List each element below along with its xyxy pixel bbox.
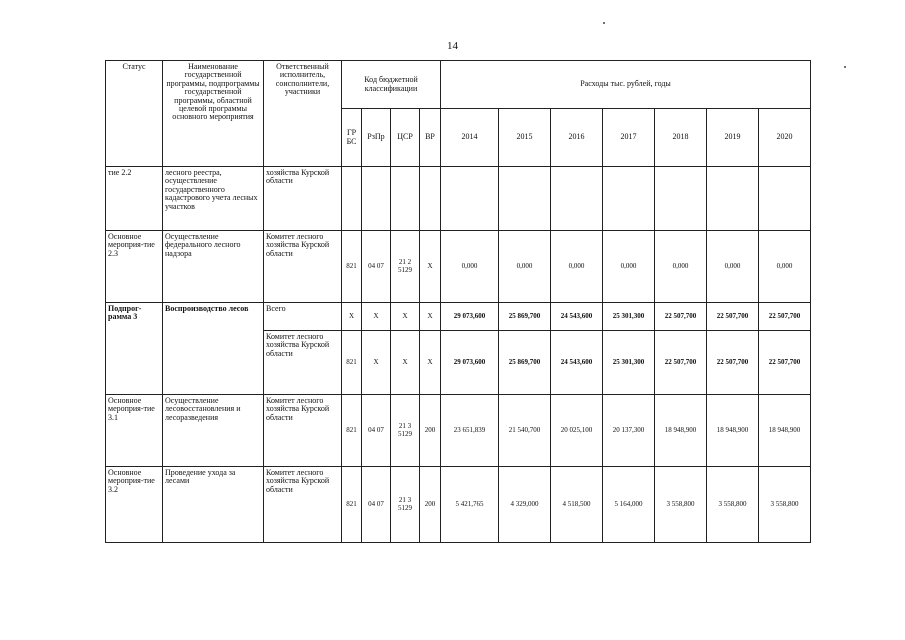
row-grbs: 821 <box>342 395 362 467</box>
row-value: 0,000 <box>759 231 811 303</box>
row-value <box>603 167 655 231</box>
row-value: 22 507,700 <box>759 303 811 331</box>
row-value: 20 137,300 <box>603 395 655 467</box>
row-value <box>551 167 603 231</box>
header-year: 2018 <box>655 109 707 167</box>
row-value: 25 301,300 <box>603 303 655 331</box>
header-vr: ВР <box>420 109 441 167</box>
row-grbs: 821 <box>342 467 362 543</box>
header-year: 2016 <box>551 109 603 167</box>
header-row <box>106 61 811 109</box>
row-status: Основное мероприя-тие 3.2 <box>106 467 163 543</box>
row-csr <box>391 167 420 231</box>
header-year: 2017 <box>603 109 655 167</box>
table-row <box>106 467 811 543</box>
header-grbs: ГР БС <box>342 109 362 167</box>
row-value: 22 507,700 <box>707 331 759 395</box>
row-value: 24 543,600 <box>551 331 603 395</box>
row-responsible: Комитет лесного хозяйства Курской области <box>264 231 342 303</box>
row-value: 4 329,000 <box>499 467 551 543</box>
row-value: 21 540,700 <box>499 395 551 467</box>
row-rzpr: Х <box>362 303 391 331</box>
row-name: Проведение ухода за лесами <box>163 467 264 543</box>
table-row <box>106 167 811 231</box>
row-csr: 21 3 5129 <box>391 395 420 467</box>
row-value: 4 518,500 <box>551 467 603 543</box>
row-value: 0,000 <box>603 231 655 303</box>
row-value: 25 869,700 <box>499 303 551 331</box>
row-rzpr: 04 07 <box>362 231 391 303</box>
row-responsible: хозяйства Курской области <box>264 167 342 231</box>
row-value: 3 558,800 <box>759 467 811 543</box>
scan-speck <box>603 22 605 24</box>
row-value: 0,000 <box>551 231 603 303</box>
header-year: 2014 <box>441 109 499 167</box>
row-value: 22 507,700 <box>655 331 707 395</box>
row-status: Основное мероприя-тие 3.1 <box>106 395 163 467</box>
row-value: 0,000 <box>655 231 707 303</box>
header-rzpr: РзПр <box>362 109 391 167</box>
row-rzpr: Х <box>362 331 391 395</box>
row-vr: Х <box>420 331 441 395</box>
row-rzpr <box>362 167 391 231</box>
row-value: 24 543,600 <box>551 303 603 331</box>
row-grbs: 821 <box>342 331 362 395</box>
row-status: Подпрог-рамма 3 <box>106 303 163 395</box>
row-value <box>707 167 759 231</box>
row-value: 25 869,700 <box>499 331 551 395</box>
row-csr: Х <box>391 331 420 395</box>
header-budget-code: Код бюджетной классификации <box>342 61 441 109</box>
header-responsible: Ответственный исполнитель, соисполнители, участники <box>264 61 342 167</box>
row-value <box>441 167 499 231</box>
row-grbs: Х <box>342 303 362 331</box>
row-value: 3 558,800 <box>655 467 707 543</box>
row-value: 5 164,000 <box>603 467 655 543</box>
row-value <box>759 167 811 231</box>
row-value: 22 507,700 <box>707 303 759 331</box>
row-csr: Х <box>391 303 420 331</box>
row-vr: Х <box>420 303 441 331</box>
row-rzpr: 04 07 <box>362 467 391 543</box>
row-value: 18 948,900 <box>655 395 707 467</box>
row-value: 25 301,300 <box>603 331 655 395</box>
row-name: Осуществление лесовосстановления и лесоразведения <box>163 395 264 467</box>
row-value: 3 558,800 <box>707 467 759 543</box>
row-value: 0,000 <box>499 231 551 303</box>
row-value: 29 073,600 <box>441 331 499 395</box>
row-value: 29 073,600 <box>441 303 499 331</box>
table-row <box>106 303 811 331</box>
header-year: 2020 <box>759 109 811 167</box>
row-vr <box>420 167 441 231</box>
table-row <box>106 231 811 303</box>
row-csr: 21 3 5129 <box>391 467 420 543</box>
row-status: тие 2.2 <box>106 167 163 231</box>
row-responsible: Комитет лесного хозяйства Курской области <box>264 331 342 395</box>
header-expenses: Расходы тыс. рублей, годы <box>441 61 811 109</box>
page-number: 14 <box>447 40 458 52</box>
row-vr: Х <box>420 231 441 303</box>
header-status: Статус <box>106 61 163 167</box>
row-value: 23 651,839 <box>441 395 499 467</box>
row-status: Основное мероприя-тие 2.3 <box>106 231 163 303</box>
row-value: 20 025,100 <box>551 395 603 467</box>
row-responsible: Всего <box>264 303 342 331</box>
row-grbs: 821 <box>342 231 362 303</box>
header-name: Наименование государственной программы, подпрограммы государственной программы, областной целевой программы основного мероприятия <box>163 61 264 167</box>
row-value: 5 421,765 <box>441 467 499 543</box>
row-responsible: Комитет лесного хозяйства Курской области <box>264 467 342 543</box>
table-row <box>106 395 811 467</box>
row-vr: 200 <box>420 467 441 543</box>
row-value <box>655 167 707 231</box>
row-vr: 200 <box>420 395 441 467</box>
scan-speck <box>844 66 846 68</box>
row-grbs <box>342 167 362 231</box>
row-value: 0,000 <box>441 231 499 303</box>
header-csr: ЦСР <box>391 109 420 167</box>
row-value: 22 507,700 <box>759 331 811 395</box>
row-name: лесного реестра, осуществление государственного кадастрового учета лесных участков <box>163 167 264 231</box>
row-value: 22 507,700 <box>655 303 707 331</box>
row-value: 0,000 <box>707 231 759 303</box>
row-name: Осуществление федерального лесного надзора <box>163 231 264 303</box>
row-value: 18 948,900 <box>707 395 759 467</box>
header-year: 2019 <box>707 109 759 167</box>
budget-table <box>105 60 811 543</box>
row-rzpr: 04 07 <box>362 395 391 467</box>
row-value: 18 948,900 <box>759 395 811 467</box>
header-year: 2015 <box>499 109 551 167</box>
row-responsible: Комитет лесного хозяйства Курской области <box>264 395 342 467</box>
row-name: Воспроизводство лесов <box>163 303 264 395</box>
row-value <box>499 167 551 231</box>
row-csr: 21 2 5129 <box>391 231 420 303</box>
